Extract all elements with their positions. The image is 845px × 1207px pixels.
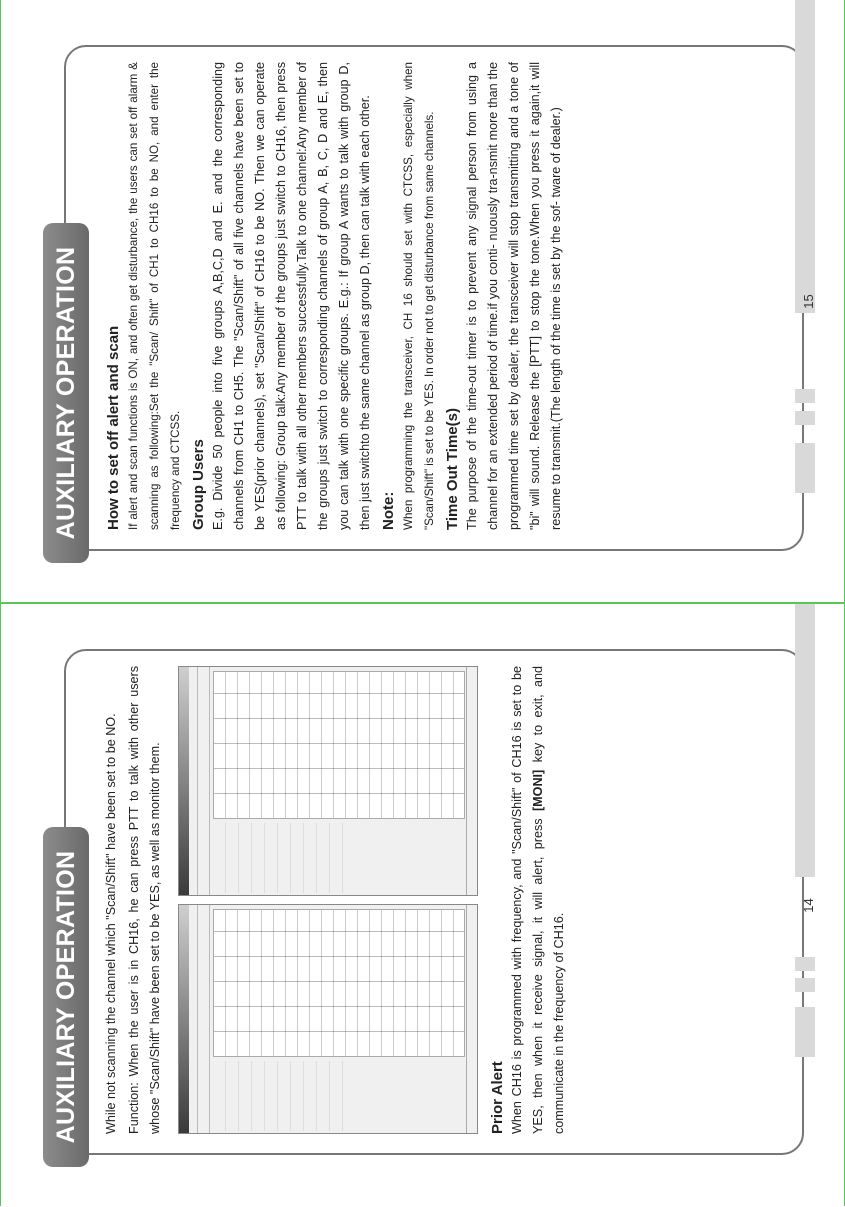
page-14 — [1, 604, 845, 1207]
prior-alert-heading: Prior Alert — [489, 1061, 506, 1134]
moni-key: [MONI] — [531, 769, 545, 812]
software-screenshot-2 — [178, 666, 478, 896]
page-15 — [1, 0, 845, 603]
section-banner: AUXILIARY OPERATION — [43, 827, 89, 1167]
software-screenshots — [178, 666, 478, 1134]
intro-text: While not scanning the channel which "Scan/Shift" have been set to be NO. — [104, 713, 118, 1134]
function-text: Function: When the user is in CH16, he can press PTT to talk with other users whose "Scan/Shift" have been set to be YES, as well as monitor them. — [127, 666, 162, 1134]
time-out-heading: Time Out Time(s) — [444, 408, 461, 530]
page-15-content — [101, 62, 569, 530]
page-14-content — [101, 666, 572, 1134]
group-users-heading: Group Users — [190, 439, 207, 530]
group-users-text: E.g. Divide 50 people into five groups A,B,C,D and E. and the corresponding channels from CH1 to CH5. The "Scan/Shift" of all five channels have been set to be YES(prior channels), set "Scan/Shift" of CH16 to be NO. Then we can operate as following: Group talk:Any member of the groups just switch to CH16, then press PTT to talk with all other members successfully.Talk to one channel:Any member of the groups just switch to corresponding channels of group A, B, C, D and E, then you can talk with one specific groups. E.g.: If group A wants to talk with group D, then just switchto the same channel as group D, then can talk with each other. — [211, 62, 372, 530]
note-text: When programming the transceiver, CH 16 should set with CTCSS, especially when "Scan/Shift" is set to be YES. In order not to get disturbance from same channels. — [402, 62, 436, 530]
page-number: 14 — [801, 898, 816, 913]
alert-scan-text: If alert and scan functions is ON, and often get disturbance, the users can set off alarm & scanning as following:Set the "Scan/ Shift" of CH1 to CH16 to be NO, and enter the frequency and CTCSS. — [127, 62, 182, 530]
note-heading: Note: — [380, 491, 397, 530]
prior-alert-text: When CH16 is programmed with frequency, and "Scan/Shift" of CH16 is set to be YES, then when it receive signal, it will alert, press [MONI] key to exit, and communicate in the frequency of CH16. — [510, 666, 566, 1134]
software-screenshot-1 — [178, 904, 478, 1134]
time-out-text: The purpose of the time-out timer is to prevent any signal person from using a channel for an extended period of time.if you conti- nuously tra-nsmit more than the programmed time set by dealer, the transceiver will stop transmitting and a tone of "bi" will sound. Release the [PTT] to stop the tone.When you press it again,it will resume to transmit.(The length of the time is set by the sof- tware of dealer.) — [465, 62, 563, 530]
alert-scan-heading: How to set off alert and scan — [105, 325, 122, 530]
section-banner: AUXILIARY OPERATION — [43, 223, 89, 563]
page-14-spread — [0, 603, 845, 1206]
page-number: 15 — [801, 294, 816, 309]
page-15-spread — [0, 0, 845, 603]
